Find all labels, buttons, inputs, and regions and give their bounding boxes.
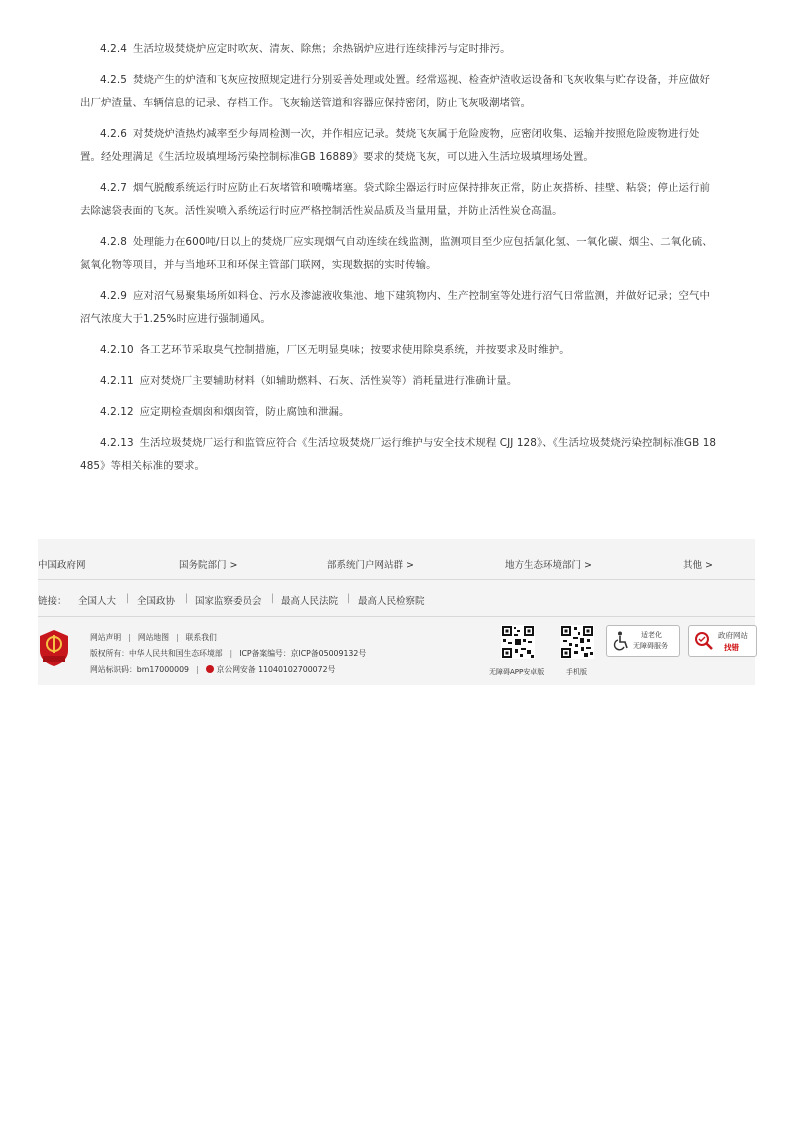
gov-error-line1: 政府网站 [718, 631, 748, 640]
footer-nav [38, 539, 755, 580]
nav-ministry-sites[interactable]: 部系统门户网站群 > [327, 560, 414, 571]
qr-code-mobile-icon [560, 625, 594, 659]
footer-links [38, 580, 755, 617]
divider: | [347, 593, 351, 604]
divider: | [126, 593, 130, 604]
divider: | [271, 593, 275, 604]
paragraph-4-2-9: 4.2.9 应对沼气易聚集场所如料仓、污水及渗滤液收集池、地下建筑物内、生产控制室等处进行沼气日常监测，并做好记录；空气中沼气浓度大于1.25%时应进行强制通风。 [80, 290, 710, 325]
site-statement-link[interactable]: 网站声明 [90, 633, 122, 642]
icp-number[interactable]: ICP备案编号：京ICP备05009132号 [239, 649, 367, 658]
accessibility-service-button[interactable] [606, 625, 680, 657]
paragraph-4-2-8: 4.2.8 处理能力在600吨/日以上的焚烧厂应实现烟气自动连续在线监测，监测项目至少应包括氯化氢、一氧化碳、烟尘、二氧化硫、氮氧化物等项目，并与当地环卫和环保主管部门联网，实现数据的实时传输。 [80, 236, 713, 271]
gov-error-line2: 找错 [724, 643, 739, 652]
qr-code-android-icon [501, 625, 535, 659]
magnifier-icon [694, 631, 714, 651]
police-record[interactable]: 京公网安备 11040102700072号 [216, 665, 336, 674]
accessibility-line1: 适老化 [641, 631, 662, 639]
qr-android-caption: 无障碍APP安卓版 [489, 668, 545, 676]
nav-other[interactable]: 其他 > [683, 560, 713, 571]
paragraph-4-2-6: 4.2.6 对焚烧炉渣热灼减率至少每周检测一次，并作相应记录。焚烧飞灰属于危险废物，应密闭收集、运输并按照危险废物进行处置。经处理满足《生活垃圾填埋场污染控制标准GB 16889》要求的焚烧飞灰，可以进入生活垃圾填埋场处置。 [80, 128, 700, 163]
copyright: 版权所有：中华人民共和国生态环境部 [90, 649, 223, 658]
paragraph-4-2-13: 4.2.13 生活垃圾焚烧厂运行和监管应符合《生活垃圾焚烧厂运行维护与安全技术规程 CJJ 128》、《生活垃圾焚烧污染控制标准GB 18485》等相关标准的要求。 [80, 437, 717, 472]
links-label: 链接： [38, 596, 67, 607]
wheelchair-icon [613, 631, 631, 651]
divider: | [185, 593, 189, 604]
site-footer [38, 539, 755, 685]
paragraph-4-2-7: 4.2.7 烟气脱酸系统运行时应防止石灰堵管和喷嘴堵塞。袋式除尘器运行时应保持排灰正常，防止灰搭桥、挂壁、粘袋；停止运行前去除滤袋表面的飞灰。活性炭喷入系统运行时应严格控制活性炭品质及当量用量，并防止活性炭仓高温。 [80, 182, 710, 217]
sitemap-link[interactable]: 网站地图 [137, 633, 170, 642]
nav-local-depts[interactable]: 地方生态环境部门 > [505, 560, 592, 571]
paragraph-4-2-5: 4.2.5 焚烧产生的炉渣和飞灰应按照规定进行分别妥善处理或处置。经常巡视、检查炉渣收运设备和飞灰收集与贮存设备，并应做好出厂炉渣量、车辆信息的记录、存档工作。飞灰输送管道和容器应保持密闭，防止飞灰吸潮堵管。 [80, 74, 710, 109]
footer-line-links: 网站声明 | 网站地图 | 联系我们 [90, 633, 217, 642]
qr-mobile-caption: 手机版 [566, 668, 587, 676]
accessibility-line2: 无障碍服务 [633, 642, 668, 650]
nav-state-council-depts[interactable]: 国务院部门 > [179, 560, 238, 571]
link-supreme-court[interactable]: 最高人民法院 [281, 596, 339, 607]
contact-link[interactable]: 联系我们 [185, 633, 217, 642]
party-gov-emblem-icon[interactable] [38, 629, 70, 667]
document-body [80, 38, 718, 486]
police-badge-icon [206, 665, 214, 673]
paragraph-4-2-10: 4.2.10 各工艺环节采取臭气控制措施，厂区无明显臭味；按要求使用除臭系统，并按要求及时维护。 [100, 344, 570, 356]
footer-bottom [38, 617, 755, 685]
paragraph-4-2-12: 4.2.12 应定期检查烟囱和烟囱管，防止腐蚀和泄漏。 [100, 406, 350, 418]
link-cppcc[interactable]: 全国政协 [137, 596, 176, 607]
paragraph-4-2-4: 4.2.4 生活垃圾焚烧炉应定时吹灰、清灰、除焦；余热锅炉应进行连续排污与定时排污。 [100, 43, 511, 55]
nav-gov-portal[interactable]: 中国政府网 [38, 560, 86, 571]
footer-line-ids: 网站标识码：bm17000009 | 京公网安备 11040102700072号 [90, 665, 336, 674]
link-procuratorate[interactable]: 最高人民检察院 [358, 596, 425, 607]
link-supervision[interactable]: 国家监察委员会 [195, 596, 262, 607]
site-id: 网站标识码：bm17000009 [90, 665, 190, 674]
paragraph-4-2-11: 4.2.11 应对焚烧厂主要辅助材料（如辅助燃料、石灰、活性炭等）消耗量进行准确计量。 [100, 375, 518, 387]
gov-site-error-report-button[interactable] [688, 625, 757, 657]
footer-line-copyright: 版权所有：中华人民共和国生态环境部 | ICP备案编号：京ICP备05009132号 [90, 649, 367, 658]
link-npc[interactable]: 全国人大 [78, 596, 117, 607]
